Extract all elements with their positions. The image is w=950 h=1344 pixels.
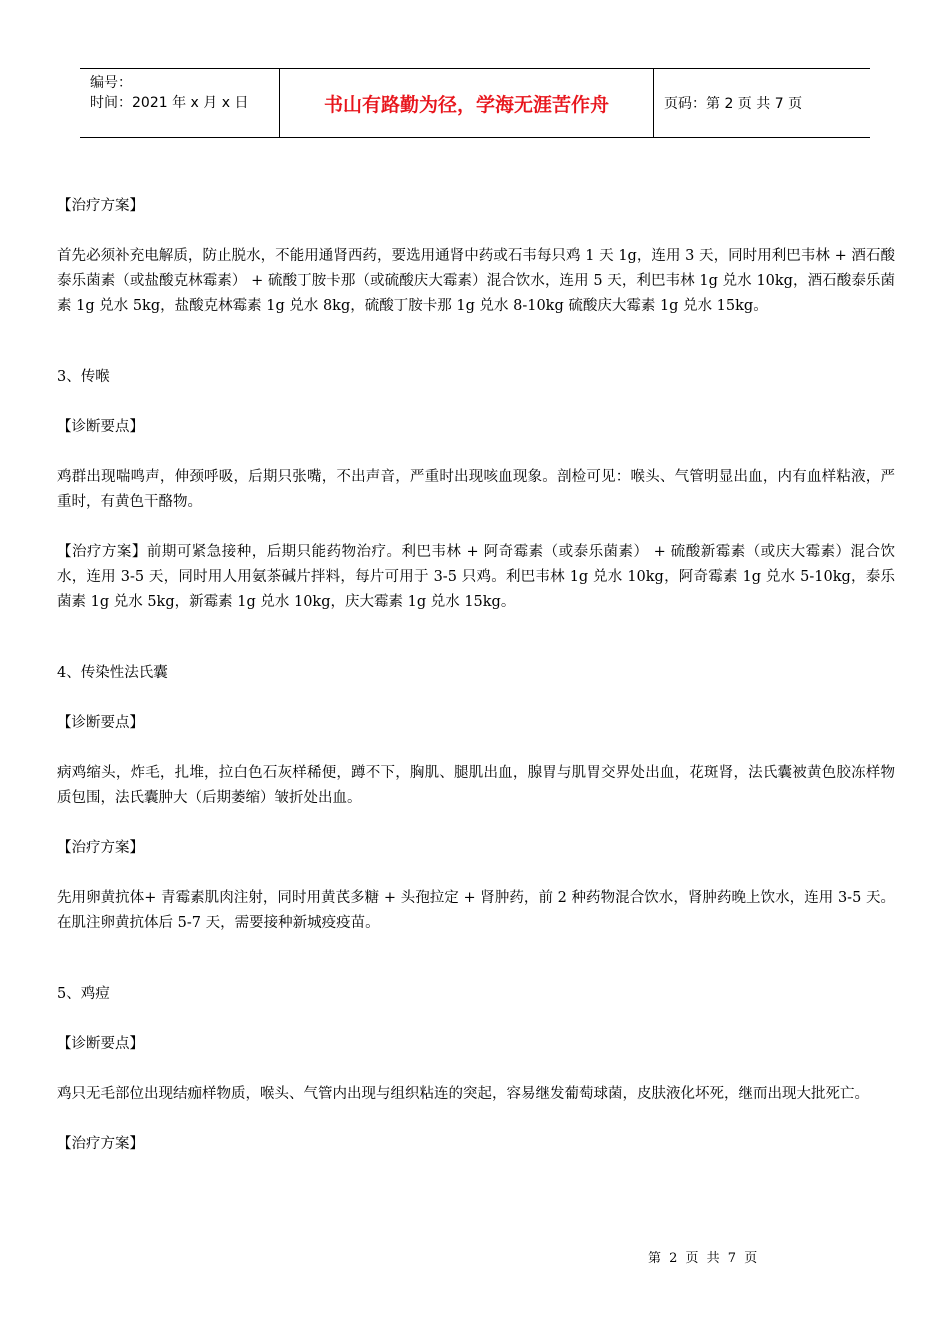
- document-date: 时间：2021 年 x 月 x 日: [90, 95, 249, 111]
- section-heading: 【诊断要点】: [57, 1036, 144, 1052]
- document-body: [57, 194, 895, 1157]
- disease-title: 3、传喉: [57, 369, 110, 385]
- section-heading: 【治疗方案】: [57, 198, 144, 214]
- section-heading: 【治疗方案】: [57, 1136, 144, 1152]
- paragraph: 鸡只无毛部位出现结痂样物质，喉头、气管内出现与组织粘连的突起，容易继发葡萄球菌，皮肤液化坏死，继而出现大批死亡。: [57, 1086, 869, 1102]
- disease-title: 4、传染性法氏囊: [57, 665, 168, 681]
- section-heading: 【诊断要点】: [57, 715, 144, 731]
- disease-title: 5、鸡痘: [57, 986, 110, 1002]
- header-meta: [80, 69, 280, 137]
- section-heading: 【诊断要点】: [57, 419, 144, 435]
- section-heading: 【治疗方案】: [57, 840, 144, 856]
- paragraph: 先用卵黄抗体+ 青霉素肌肉注射，同时用黄芪多糖 + 头孢拉定 + 肾肿药，前 2 种药物混合饮水，肾肿药晚上饮水，连用 3-5 天。在肌注卵黄抗体后 5-7 天，需要接种新城疫疫苗。: [57, 890, 895, 931]
- page-header: [80, 68, 870, 138]
- header-motto: 书山有路勤为径，学海无涯苦作舟: [280, 69, 654, 137]
- document-number-label: 编号：: [90, 75, 132, 91]
- header-page-info: 页码：第 2 页 共 7 页: [664, 96, 803, 112]
- paragraph: 【治疗方案】前期可紧急接种，后期只能药物治疗。利巴韦林 + 阿奇霉素（或泰乐菌素） + 硫酸新霉素（或庆大霉素）混合饮水，连用 3-5 天，同时用人用氨茶碱片拌料，每片可用于 3-5 只鸡。利巴韦林 1g 兑水 10kg，阿奇霉素 1g 兑水 5-10kg，泰乐菌素 1g 兑水 5kg，新霉素 1g 兑水 10kg，庆大霉素 1g 兑水 15kg。: [57, 544, 895, 610]
- paragraph: 病鸡缩头，炸毛，扎堆，拉白色石灰样稀便，蹲不下，胸肌、腿肌出血，腺胃与肌胃交界处出血，花斑肾，法氏囊被黄色胶冻样物质包围，法氏囊肿大（后期萎缩）皱折处出血。: [57, 765, 895, 806]
- page-footer: 第 2 页 共 7 页: [648, 1251, 760, 1266]
- paragraph: 首先必须补充电解质，防止脱水，不能用通肾西药，要选用通肾中药或石韦每只鸡 1 天 1g，连用 3 天，同时用利巴韦林 + 酒石酸泰乐菌素（或盐酸克林霉素） + 硫酸丁胺卡那（或硫酸庆大霉素）混合饮水，连用 5 天，利巴韦林 1g 兑水 10kg，酒石酸泰乐菌素 1g 兑水 5kg，盐酸克林霉素 1g 兑水 8kg，硫酸丁胺卡那 1g 兑水 8-10kg 硫酸庆大霉素 1g 兑水 15kg。: [57, 248, 895, 314]
- paragraph: 鸡群出现喘鸣声，伸颈呼吸，后期只张嘴，不出声音，严重时出现咳血现象。剖检可见：喉头、气管明显出血，内有血样粘液，严重时，有黄色干酪物。: [57, 469, 895, 510]
